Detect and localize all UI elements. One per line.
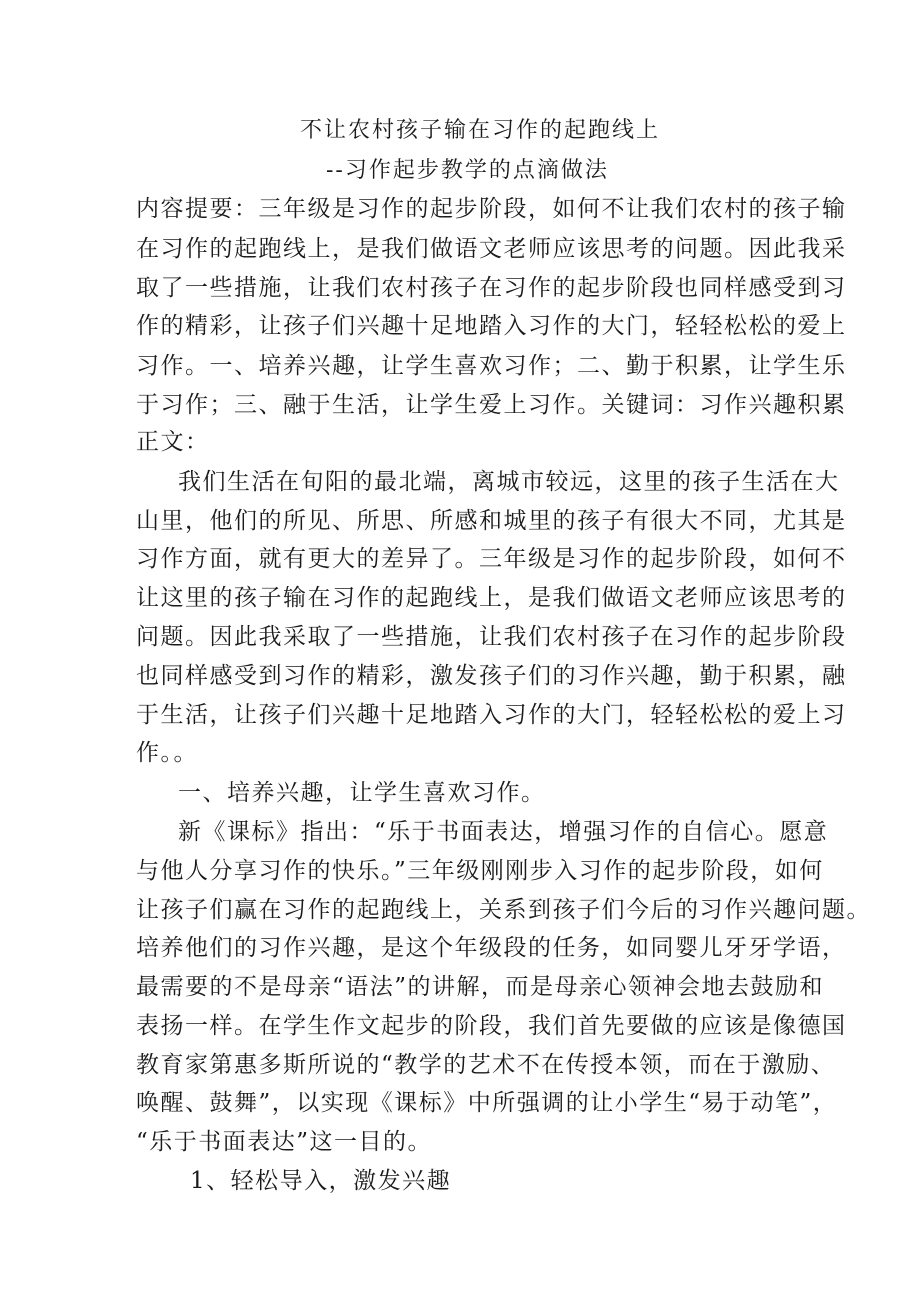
paragraph-line: 作。。	[136, 740, 198, 766]
paragraph-line: 表扬一样。在学生作文起步的阶段，我们首先要做的应该是像德国	[136, 1013, 847, 1039]
paragraph-line: 新《课标》指出：“乐于书面表达，增强习作的自信心。愿意	[178, 819, 829, 845]
paragraph-line: 唤醒、鼓舞”，以实现《课标》中所强调的让小学生“易于动笔”，	[136, 1090, 838, 1116]
paragraph-line: 培养他们的习作兴趣，是这个年级段的任务，如同婴儿牙牙学语，	[136, 935, 847, 961]
paragraph-line: “乐于书面表达”这一目的。	[136, 1129, 433, 1155]
paragraph-line: 教育家第惠多斯所说的“教学的艺术不在传授本领，而在于激励、	[136, 1052, 836, 1078]
paragraph-line: 也同样感受到习作的精彩，激发孩子们的习作兴趣，勤于积累，融	[136, 663, 847, 689]
paragraph-line: 山里，他们的所见、所思、所感和城里的孩子有很大不同，尤其是	[136, 508, 847, 534]
paragraph-line: 与他人分享习作的快乐。”三年级刚刚步入习作的起步阶段，如何	[136, 858, 824, 884]
abstract-line: 于习作；三、融于生活，让学生爱上习作。关键词：习作兴趣积累	[136, 392, 847, 418]
document-title: 不让农村孩子输在习作的起跑线上	[300, 118, 661, 143]
subsection-heading: 1、轻松导入，激发兴趣	[190, 1168, 452, 1194]
paragraph-line: 最需要的不是母亲“语法”的讲解，而是母亲心领神会地去鼓励和	[136, 974, 825, 1000]
document-subtitle: --习作起步教学的点滴做法	[326, 158, 609, 183]
paragraph-line: 问题。因此我采取了一些措施，让我们农村孩子在习作的起步阶段	[136, 624, 847, 650]
abstract-line: 内容提要：三年级是习作的起步阶段，如何不让我们农村的孩子输	[136, 196, 847, 222]
body-heading: 正文：	[136, 429, 210, 455]
abstract-line: 在习作的起跑线上，是我们做语文老师应该思考的问题。因此我采	[136, 236, 847, 262]
paragraph-line: 于生活，让孩子们兴趣十足地踏入习作的大门，轻轻松松的爱上习	[136, 702, 847, 728]
abstract-line: 习作。一、培养兴趣，让学生喜欢习作；二、勤于积累，让学生乐	[136, 353, 847, 379]
paragraph-line: 我们生活在旬阳的最北端，离城市较远，这里的孩子生活在大	[178, 469, 840, 495]
paragraph-line: 让这里的孩子输在习作的起跑线上，是我们做语文老师应该思考的	[136, 585, 847, 611]
paragraph-line: 让孩子们赢在习作的起跑线上，关系到孩子们今后的习作兴趣问题。	[136, 897, 871, 923]
abstract-line: 取了一些措施，让我们农村孩子在习作的起步阶段也同样感受到习	[136, 275, 847, 301]
paragraph-line: 习作方面，就有更大的差异了。三年级是习作的起步阶段，如何不	[136, 546, 847, 572]
abstract-line: 作的精彩，让孩子们兴趣十足地踏入习作的大门，轻轻松松的爱上	[136, 313, 847, 339]
section-heading: 一、培养兴趣，让学生喜欢习作。	[178, 780, 546, 806]
